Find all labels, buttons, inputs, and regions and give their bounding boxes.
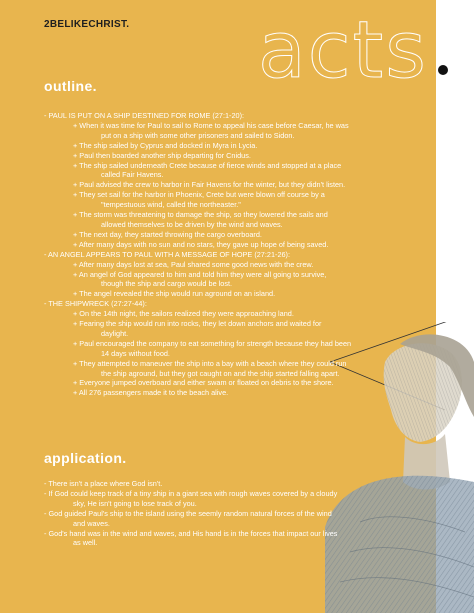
- list-item: + All 276 passengers made it to the beach alive.: [73, 388, 229, 398]
- list-item: + The ship sailed by Cyprus and docked in Myra in Lycia.: [73, 140, 258, 150]
- list-item: "tempestuous wind, called the northeaster.": [101, 200, 241, 210]
- list-item: + An angel of God appeared to him and told him they were all going to survive,: [73, 269, 327, 279]
- page-title: acts: [258, 6, 428, 96]
- list-item: + The ship sailed underneath Crete because of fierce winds and stopped at a place: [73, 160, 342, 170]
- list-item: - There isn't a place where God isn't.: [44, 479, 163, 488]
- list-item: sky, He isn't going to lose track of you.: [73, 498, 197, 508]
- list-item: though the ship and cargo would be lost.: [101, 279, 233, 289]
- list-item: - If God could keep track of a tiny ship in a giant sea with rough waves covered by a cloudy: [44, 488, 338, 498]
- list-item: put on a ship with some other prisoners and sailed to Sidon.: [101, 130, 295, 140]
- list-item: + After many days lost at sea, Paul shared some good news with the crew.: [73, 259, 314, 269]
- list-item: + After many days with no sun and no stars, they gave up hope of being saved.: [73, 239, 329, 249]
- list-item: allowed themselves to be driven by the wind and waves.: [101, 219, 283, 229]
- application-heading: application.: [44, 450, 127, 466]
- list-item: - God guided Paul's ship to the island using the seemly random natural forces of the wind: [44, 508, 332, 518]
- list-item: as well.: [73, 538, 98, 548]
- list-item: + Paul then boarded another ship departing for Cnidus.: [73, 150, 251, 160]
- list-item: + They set sail for the harbor in Phoenix, Crete but were blown off course by a: [73, 190, 325, 200]
- list-item: + Fearing the ship would run into rocks, they let down anchors and waited for: [73, 319, 322, 329]
- list-item: + They attempted to maneuver the ship into a bay with a beach where they could run: [73, 358, 347, 368]
- application-list: [44, 479, 414, 548]
- list-item: + On the 14th night, the sailors realized they were approaching land.: [73, 309, 294, 319]
- list-item: and waves.: [73, 518, 110, 528]
- list-item: called Fair Havens.: [101, 170, 164, 180]
- list-item: - THE SHIPWRECK (27:27-44):: [44, 299, 147, 309]
- brand-logo-text: 2BELIKECHRIST.: [44, 19, 130, 30]
- list-item: + Paul encouraged the company to eat something for strength because they had been: [73, 338, 352, 348]
- outline-heading: outline.: [44, 78, 97, 94]
- list-item: + When it was time for Paul to sail to Rome to appeal his case before Caesar, he was: [73, 120, 349, 130]
- list-item: daylight.: [101, 328, 129, 338]
- list-item: 14 days without food.: [101, 348, 170, 358]
- list-item: + The storm was threatening to damage the ship, so they lowered the sails and: [73, 210, 328, 220]
- list-item: - PAUL IS PUT ON A SHIP DESTINED FOR ROME (27:1-20):: [44, 111, 245, 120]
- title-dot: [438, 65, 448, 75]
- list-item: + The angel revealed the ship would run aground on an island.: [73, 289, 276, 299]
- list-item: the ship aground, but they got caught on and the ship started falling apart.: [101, 368, 340, 378]
- list-item: + The next day, they started throwing the cargo overboard.: [73, 229, 262, 239]
- list-item: + Paul advised the crew to harbor in Fair Havens for the winter, but they didn't listen.: [73, 180, 346, 190]
- list-item: - God's hand was in the wind and waves, and His hand is in the forces that impact our lives: [44, 528, 338, 538]
- list-item: + Everyone jumped overboard and either swam or floated on debris to the shore.: [73, 378, 334, 388]
- outline-list: [44, 111, 414, 398]
- list-item: - AN ANGEL APPEARS TO PAUL WITH A MESSAGE OF HOPE (27:21-26):: [44, 249, 291, 259]
